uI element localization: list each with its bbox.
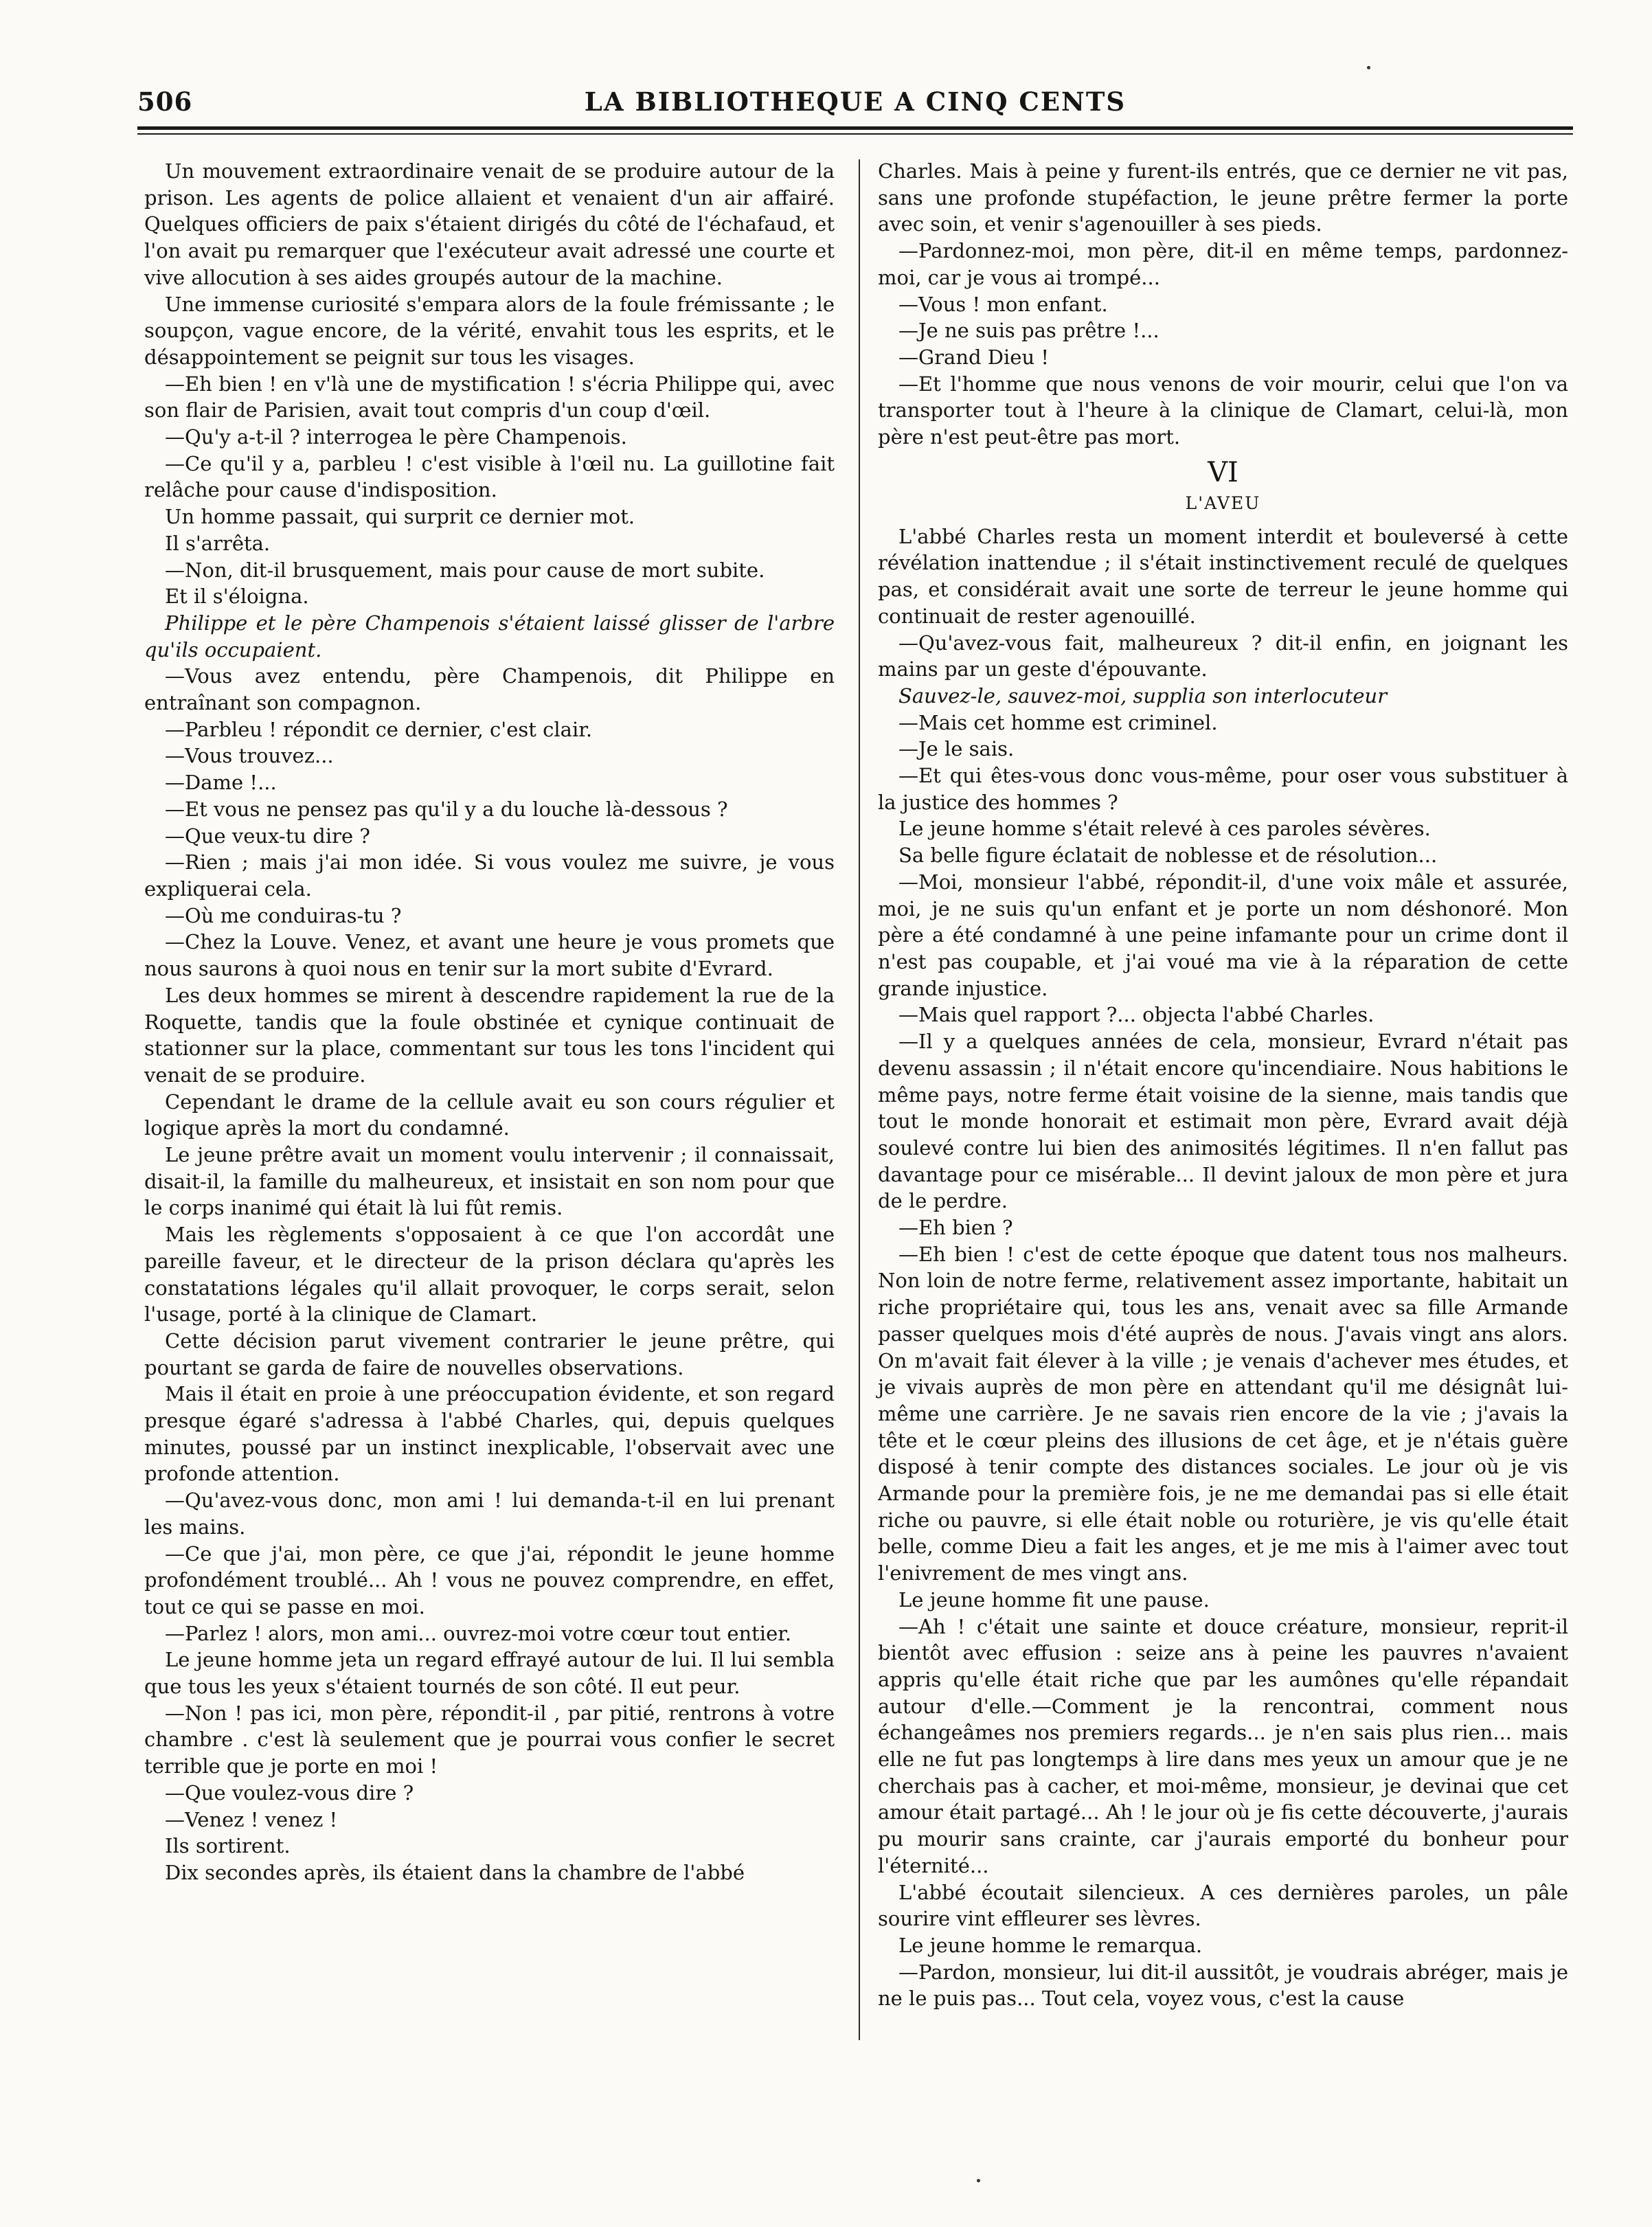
page-header (137, 82, 1573, 124)
paragraph: —Dame !... (165, 771, 277, 795)
paragraph: L'abbé Charles resta un moment interdit et bouleversé à cette révélation inattendue ; il s'était instinctivement reculé de quelques pas, et considérait avait une sorte de terreur le jeune homme qui continuait de rester agenouillé. (878, 524, 1568, 628)
paragraph: Ils sortirent. (165, 1834, 291, 1858)
paragraph: Il s'arrêta. (165, 531, 271, 555)
paragraph: Dix secondes après, ils étaient dans la chambre de l'abbé (165, 1861, 745, 1884)
right-column (878, 158, 1568, 2012)
paragraph: —Grand Dieu ! (898, 345, 1050, 369)
chapter-number: VI (1208, 456, 1238, 488)
paragraph: —Vous trouvez... (165, 744, 334, 768)
paragraph: Un mouvement extraordinaire venait de se produire autour de la prison. Les agents de police allaient et venaient d'un air affairé. Quelques officiers de paix s'étaient dirigés du côté de l'échafaud, et l'on avait pu remarquer que l'exécuteur avait adressé une courte et vive allocution à ses aides groupés autour de la machine. (144, 159, 835, 289)
paragraph: —Qu'avez-vous donc, mon ami ! lui demanda-t-il en lui prenant les mains. (144, 1489, 835, 1539)
paragraph: —Mais cet homme est criminel. (898, 710, 1218, 734)
paragraph: Cette décision parut vivement contrarier le jeune prêtre, qui pourtant se garda de faire de nouvelles observations. (144, 1329, 835, 1379)
paragraph: —Ah ! c'était une sainte et douce créature, monsieur, reprit-il bientôt avec effusion : seize ans à peine les pauvres n'avaient appris qu'elle était riche que par les aumônes qu'elle répandait autour d'elle.—Comment je la rencontrai, comment nous échangeâmes nos premiers regards... je n'en sais plus rien... mais elle ne fut pas longtemps à lire dans mes yeux un amour que je ne cherchais pas à cacher, et moi-même, monsieur, je devinai que cet amour était partagé... Ah ! le jour où je fis cette découverte, j'aurais pu mourir sans crainte, car j'aurais emporté du bonheur pour l'éternité... (878, 1614, 1568, 1877)
paragraph: —Eh bien ! en v'là une de mystification ! s'écria Philippe qui, avec son flair de Parisien, avait tout compris d'un coup d'œil. (144, 372, 835, 422)
paragraph: Philippe et le père Champenois s'étaient laissé glisser de l'arbre qu'ils occupaient. (144, 611, 835, 662)
page-number: 506 (137, 87, 193, 117)
paragraph: Le jeune homme fit une pause. (898, 1587, 1210, 1612)
paragraph: —Et vous ne pensez pas qu'il y a du louche là-dessous ? (165, 797, 728, 821)
paragraph: —Qu'avez-vous fait, malheureux ? dit-il enfin, en joignant les mains par un geste d'épouvante. (878, 631, 1568, 681)
paragraph: —Parlez ! alors, mon ami... ouvrez-moi votre cœur tout entier. (165, 1621, 792, 1645)
paragraph: Le jeune homme jeta un regard effrayé autour de lui. Il lui sembla que tous les yeux s'étaient tournés de son côté. Il eut peur. (144, 1648, 835, 1699)
paragraph: Le jeune homme le remarqua. (898, 1934, 1203, 1957)
paragraph: —Pardon, monsieur, lui dit-il aussitôt, je voudrais abréger, mais je ne le puis pas... Tout cela, voyez vous, c'est la cause (878, 1960, 1568, 2011)
paragraph: Le jeune prêtre avait un moment voulu intervenir ; il connaissait, disait-il, la famille du malheureux, et insistait en son nom pour que le corps inanimé qui était là lui fût remis. (144, 1143, 835, 1220)
paragraph: —Que veux-tu dire ? (165, 824, 370, 848)
paragraph: —Je le sais. (898, 737, 1015, 761)
paragraph: —Pardonnez-moi, mon père, dit-il en même temps, pardonnez-moi, car je vous ai trompé... (878, 239, 1568, 289)
paragraph: Une immense curiosité s'empara alors de la foule frémissante ; le soupçon, vague encore, de la vérité, envahit tous les esprits, et le désappointement se peignit sur tous les visages. (144, 292, 835, 369)
paragraph: —Eh bien ? (898, 1216, 1013, 1240)
paragraph: —Non ! pas ici, mon père, répondit-il , par pitié, rentrons à votre chambre . c'est là seulement que je pourrai vous confier le secret terrible que je porte en moi ! (144, 1701, 835, 1778)
paragraph: —Moi, monsieur l'abbé, répondit-il, d'une voix mâle et assurée, moi, je ne suis qu'un enfant et je porte un nom déshonoré. Mon père a été condamné à une peine infamante pour un crime dont il n'est pas coupable, et j'ai voué ma vie à la réparation de cette grande injustice. (878, 870, 1568, 1000)
paragraph: —Il y a quelques années de cela, monsieur, Evrard n'était pas devenu assassin ; il n'était encore qu'incendiaire. Nous habitions le même pays, notre ferme était voisine de la sienne, mais tandis que tout le monde honorait et estimait mon père, Evrard avait déjà soulevé contre lui bien des animosités légitimes. Il n'en fallut pas davantage pour ce misérable... Il devint jaloux de mon père et jura de le perdre. (878, 1030, 1568, 1213)
print-speck (1367, 66, 1370, 69)
paragraph: —Chez la Louve. Venez, et avant une heure je vous promets que nous saurons à quoi nous en tenir sur la mort subite d'Evrard. (144, 930, 835, 981)
paragraph: L'abbé écoutait silencieux. A ces dernières paroles, un pâle sourire vint effleurer ses lèvres. (878, 1880, 1568, 1931)
running-title: LA BIBLIOTHEQUE A CINQ CENTS (584, 87, 1127, 117)
paragraph: Sauvez-le, sauvez-moi, supplia son interlocuteur (898, 683, 1388, 708)
paragraph: —Mais quel rapport ?... objecta l'abbé Charles. (898, 1003, 1374, 1027)
paragraph: —Eh bien ! c'est de cette époque que datent tous nos malheurs. Non loin de notre ferme, relativement assez importante, habitait un riche propriétaire qui, tous les ans, venait avec sa fille Armande passer quelques mois d'été auprès de nous. J'avais vingt ans alors. On m'avait fait élever à la ville ; je venais d'achever mes études, et je vivais auprès de mon père en attendant qu'il me désignât lui-même une carrière. Je ne savais rien encore de la vie ; j'avais la tête et le cœur pleins des illusions de cet âge, et je n'étais guère disposé à tenir compte des distances sociales. Le jour où je vis Armande pour la première fois, je ne me demandai pas si elle était riche ou pauvre, si elle était noble ou roturière, je vis qu'elle était belle, comme Dieu a fait les anges, et je me mis à l'aimer avec tout l'enivrement de mes vingt ans. (878, 1242, 1568, 1585)
paragraph: —Ce que j'ai, mon père, ce que j'ai, répondit le jeune homme profondément troublé... Ah ! vous ne pouvez comprendre, en effet, tout ce qui se passe en moi. (144, 1541, 835, 1618)
column-divider (859, 159, 860, 2040)
print-speck (977, 2179, 980, 2182)
paragraph: Le jeune homme s'était relevé à ces paroles sévères. (898, 817, 1431, 841)
paragraph: Cependant le drame de la cellule avait eu son cours régulier et logique après la mort du condamné. (144, 1089, 835, 1140)
paragraph: —Qu'y a-t-il ? interrogea le père Champenois. (165, 425, 627, 449)
paragraph: —Vous avez entendu, père Champenois, dit Philippe en entraînant son compagnon. (144, 664, 835, 715)
header-rule-thin (137, 133, 1573, 135)
paragraph: Sa belle figure éclatait de noblesse et de résolution... (898, 844, 1438, 868)
paragraph: Et il s'éloigna. (165, 585, 309, 609)
paragraph: —Que voulez-vous dire ? (165, 1781, 414, 1805)
paragraph: Mais il était en proie à une préoccupation évidente, et son regard presque égaré s'adressa à l'abbé Charles, qui, depuis quelques minutes, poussé par un instinct inexplicable, l'observait avec une profonde attention. (144, 1382, 835, 1486)
paragraph: —Venez ! venez ! (165, 1807, 338, 1831)
paragraph: —Parbleu ! répondit ce dernier, c'est clair. (165, 717, 593, 741)
chapter-title: L'AVEU (1185, 493, 1261, 513)
paragraph: —Et l'homme que nous venons de voir mourir, celui que l'on va transporter tout à l'heure à la clinique de Clamart, celui-là, mon père n'est peut-être pas mort. (878, 372, 1568, 449)
paragraph: Charles. Mais à peine y furent-ils entrés, que ce dernier ne vit pas, sans une profonde stupéfaction, le jeune prêtre fermer la porte avec soin, et venir s'agenouiller à ses pieds. (878, 159, 1568, 236)
paragraph: Un homme passait, qui surprit ce dernier mot. (165, 505, 635, 529)
paragraph: —Je ne suis pas prêtre !... (898, 319, 1159, 343)
paragraph: —Rien ; mais j'ai mon idée. Si vous voulez me suivre, je vous expliquerai cela. (144, 850, 835, 901)
header-rule-thick (137, 126, 1573, 130)
paragraph: Mais les règlements s'opposaient à ce que l'on accordât une pareille faveur, et le directeur de la prison déclara qu'après les constatations légales qu'il allait provoquer, le corps serait, selon l'usage, porté à la clinique de Clamart. (144, 1223, 835, 1326)
paragraph: Les deux hommes se mirent à descendre rapidement la rue de la Roquette, tandis que la foule obstinée et cynique continuait de stationner sur la place, commentant sur tous les tons l'incident qui venait de se produire. (144, 983, 835, 1087)
paragraph: —Et qui êtes-vous donc vous-même, pour oser vous substituer à la justice des hommes ? (878, 764, 1568, 814)
paragraph: —Non, dit-il brusquement, mais pour cause de mort subite. (165, 558, 765, 582)
left-column (144, 158, 835, 1886)
paragraph: —Où me conduiras-tu ? (165, 903, 402, 927)
paragraph: —Vous ! mon enfant. (898, 292, 1108, 316)
paragraph: —Ce qu'il y a, parbleu ! c'est visible à l'œil nu. La guillotine fait relâche pour cause d'indisposition. (144, 451, 835, 502)
